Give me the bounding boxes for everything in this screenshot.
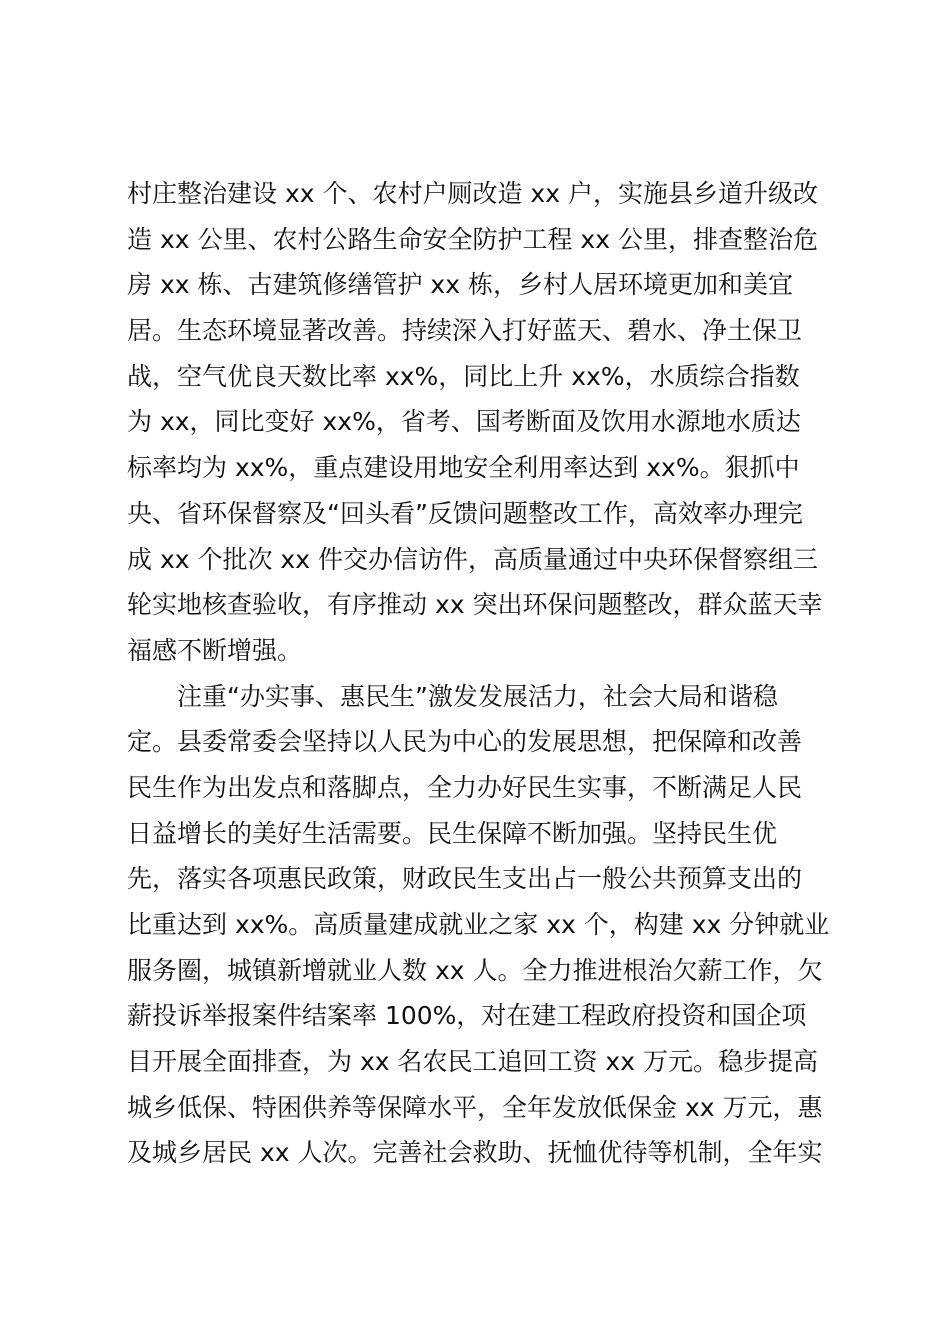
text-line: 福感不断增强。 xyxy=(127,635,303,665)
paragraph-first-line: 注重“办实事、惠民生”激发发展活力，社会大局和谐稳 xyxy=(177,681,778,711)
text-line: 及城乡居民 xx 人次。完善社会救助、抚恤优待等机制，全年实 xyxy=(127,1138,823,1168)
text-line: 服务圈，城镇新增就业人数 xx 人。全力推进根治欠薪工作，欠 xyxy=(127,955,823,985)
text-line: 城乡低保、特困供养等保障水平，全年发放低保金 xx 万元，惠 xyxy=(127,1092,823,1122)
text-line: 薪投诉举报案件结案率 100%，对在建工程政府投资和国企项 xyxy=(127,1001,807,1031)
text-line: 战，空气优良天数比率 xx%，同比上升 xx%，水质综合指数 xyxy=(127,361,800,391)
text-line: 民生作为出发点和落脚点，全力办好民生实事，不断满足人民 xyxy=(127,772,803,802)
document-body xyxy=(127,171,837,1176)
text-line: 定。县委常委会坚持以人民为中心的发展思想，把保障和改善 xyxy=(127,727,803,757)
text-line: 先，落实各项惠民政策，财政民生支出占一般公共预算支出的 xyxy=(127,864,803,894)
text-line: 居。生态环境显著改善。持续深入打好蓝天、碧水、净土保卫 xyxy=(127,316,803,346)
text-line: 造 xx 公里、农村公路生命安全防护工程 xx 公里，排查整治危 xyxy=(127,224,818,254)
text-line: 标率均为 xx%，重点建设用地安全利用率达到 xx%。狠抓中 xyxy=(127,453,800,483)
text-line: 央、省环保督察及“回头看”反馈问题整改工作，高效率办理完 xyxy=(127,498,803,528)
text-line: 成 xx 个批次 xx 件交办信访件，高质量通过中央环保督察组三 xyxy=(127,544,818,574)
text-line: 轮实地核查验收，有序推动 xx 突出环保问题整改，群众蓝天幸 xyxy=(127,590,823,620)
text-line: 日益增长的美好生活需要。民生保障不断加强。坚持民生优 xyxy=(127,818,778,848)
text-line: 为 xx，同比变好 xx%，省考、国考断面及饮用水源地水质达 xyxy=(127,407,801,437)
text-line: 村庄整治建设 xx 个、农村户厕改造 xx 户，实施县乡道升级改 xyxy=(127,179,818,208)
text-line: 目开展全面排查，为 xx 名农民工追回工资 xx 万元。稳步提高 xyxy=(127,1047,818,1077)
text-line: 房 xx 栋、古建筑修缮管护 xx 栋，乡村人居环境更加和美宜 xyxy=(127,270,793,300)
text-line: 比重达到 xx%。高质量建成就业之家 xx 个，构建 xx 分钟就业 xyxy=(127,910,830,939)
